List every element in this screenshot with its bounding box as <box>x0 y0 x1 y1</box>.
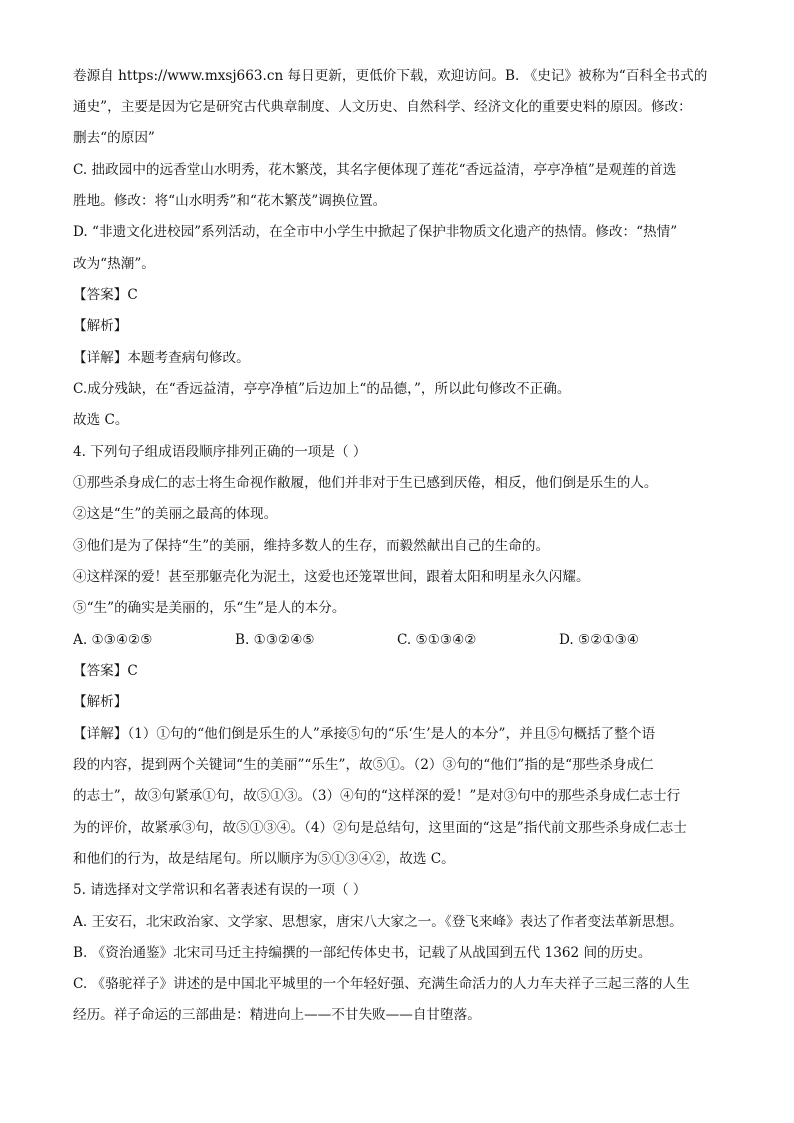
text-line-17: ④这样深的爱！甚至那躯壳化为泥土，这爱也还笼罩世间，跟着太阳和明星永久闪耀。 <box>73 569 590 585</box>
text-line-26: 和他们的行为，故是结尾句。所以顺序为⑤①③④②，故选 C。 <box>73 851 455 867</box>
analysis-label-2: 【解析】 <box>73 694 128 710</box>
text-line-5: 胜地。修改：将“山水明秀”和“花木繁茂”调换位置。 <box>73 193 387 209</box>
text-line-16: ③他们是为了保持“生”的美丽，维持多数人的生存，而毅然献出自己的生命的。 <box>73 538 550 554</box>
text-line-30: C. 《骆驼祥子》讲述的是中国北平城里的一个年轻好强、充满生命活力的人力车夫祥子三起三落的人生 <box>73 976 690 992</box>
text-line-12: 故选 C。 <box>73 412 129 428</box>
option-a: A. ①③④②⑤ <box>73 632 153 648</box>
text-line-4: C. 拙政园中的远香堂山水明秀，花木繁茂，其名字便体现了莲花“香远益清，亭亭净植”是观莲的首选 <box>73 162 677 178</box>
text-line-15: ②这是“生”的美丽之最高的体现。 <box>73 506 278 522</box>
text-line-24: 的志士”，故③句紧承①句，故⑤①③。（3）④句的“这样深的爱！”是对③句中的那些杀身成仁志士行 <box>73 788 681 804</box>
question-4: 4. 下列句子组成语段顺序排列正确的一项是（ ） <box>73 444 367 460</box>
option-d: D. ⑤②①③④ <box>559 632 639 648</box>
text-line-18: ⑤“生”的确实是美丽的，乐“生”是人的本分。 <box>73 600 346 616</box>
option-b: B. ①③②④⑤ <box>235 632 315 648</box>
question-5: 5. 请选择对文学常识和名著表述有误的一项（ ） <box>73 882 367 898</box>
text-line-31: 经历。祥子命运的三部曲是：精进向上——不甘失败——自甘堕落。 <box>73 1007 481 1023</box>
answer-label-2: 【答案】C <box>73 663 138 679</box>
text-line-1: 卷源自 https://www.mxsj663.cn 每日更新，更低价下载，欢迎访问。B. 《史记》被称为“百科全书式的 <box>73 68 708 84</box>
text-line-28: A. 王安石，北宋政治家、文学家、思想家，唐宋八大家之一。《登飞来峰》表达了作者变法革新思想。 <box>73 914 683 930</box>
text-line-22: 【详解】（1）①句的“他们倒是乐生的人”承接⑤句的“乐‘生’是人的本分”，并且⑤句概括了整个语 <box>73 726 656 742</box>
text-line-25: 为的评价，故紧承③句，故⑤①③④。（4）②句是总结句，这里面的“这是”指代前文那些杀身成仁志士 <box>73 820 687 836</box>
text-line-3: 删去“的原因” <box>73 130 155 146</box>
text-line-2: 通史”，主要是因为它是研究古代典章制度、人文历史、自然科学、经济文化的重要史料的原因。修改： <box>73 99 692 115</box>
option-c: C. ⑤①③④② <box>397 632 477 648</box>
text-line-29: B. 《资治通鉴》北宋司马迁主持编撰的一部纪传体史书，记载了从战国到五代 1362 间的历史。 <box>73 945 652 961</box>
analysis-label: 【解析】 <box>73 318 128 334</box>
question-4-options <box>73 630 733 650</box>
text-line-6: D. “非遗文化进校园”系列活动，在全市中小学生中掀起了保护非物质文化遗产的热情。修改：“热情” <box>73 224 678 240</box>
text-line-7: 改为“热潮”。 <box>73 256 155 272</box>
text-line-23: 段的内容，提到两个关键词“生的美丽”“乐生”，故⑤①。（2）③句的“他们”指的是“那些杀身成仁 <box>73 757 654 773</box>
text-line-11: C.成分残缺，在“香远益清，亭亭净植”后边加上“的品德，”，所以此句修改不正确。 <box>73 381 571 397</box>
text-line-10: 【详解】本题考查病句修改。 <box>73 350 250 366</box>
answer-label: 【答案】C <box>73 287 138 303</box>
text-line-14: ①那些杀身成仁的志士将生命视作敝履，他们并非对于生已感到厌倦，相反，他们倒是乐生的人。 <box>73 475 658 491</box>
